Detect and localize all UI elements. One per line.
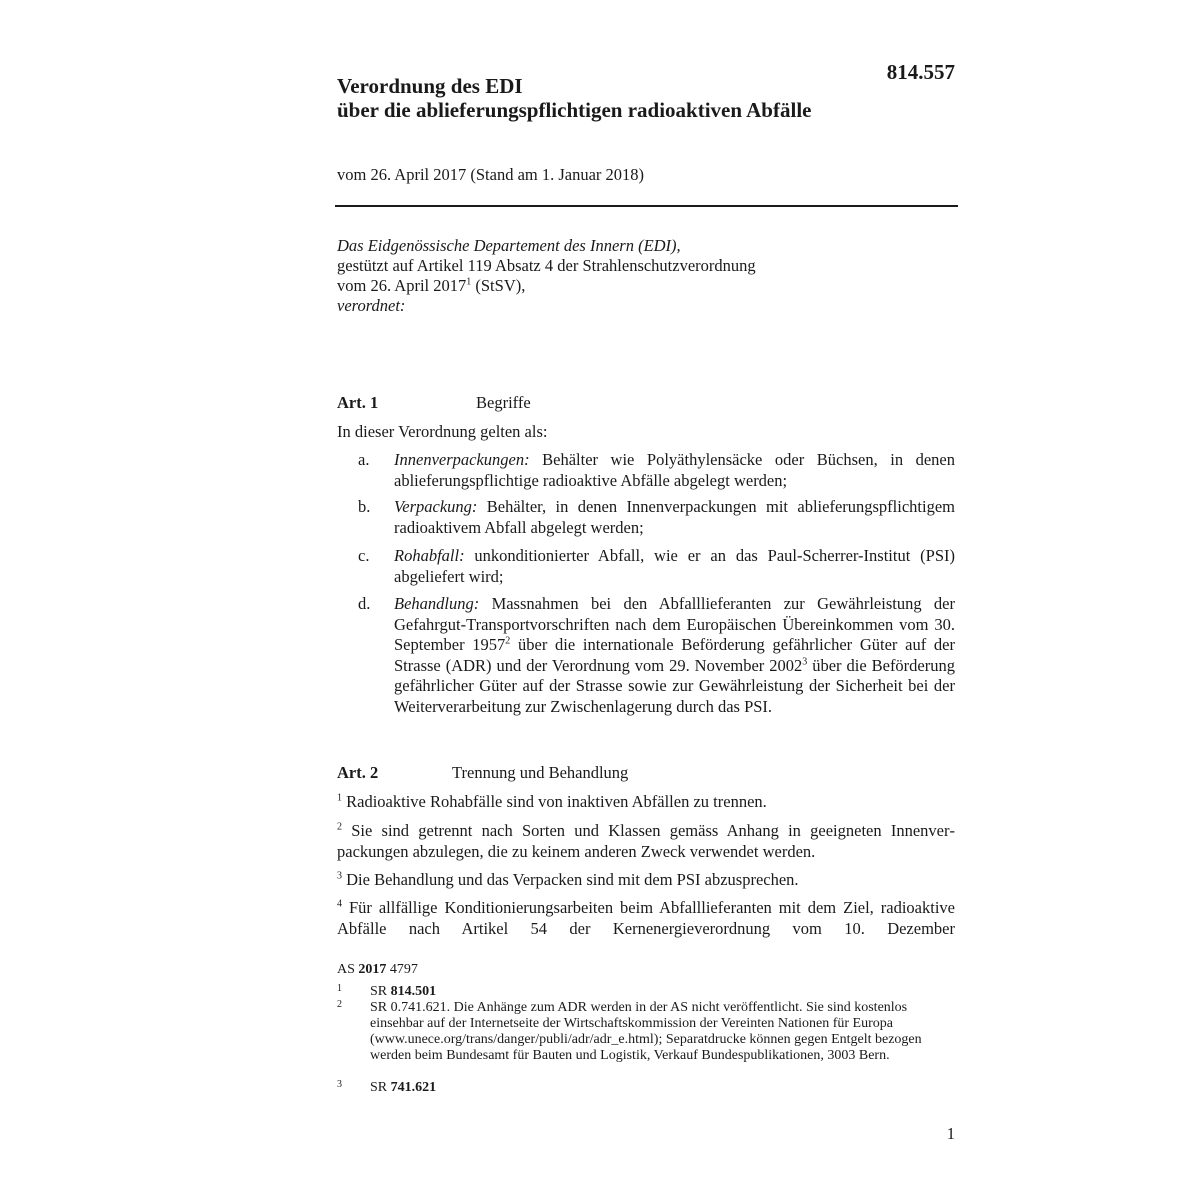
paragraph-number: 3 [337,870,342,882]
defined-term: Verpackung: [394,497,478,516]
document-title [337,74,937,122]
preamble-enacts: verordnet: [337,296,406,315]
paragraph-number: 2 [337,821,342,833]
footnote-text [370,984,950,1000]
footnote-mark: 3 [337,1079,342,1090]
footnote-text [370,1080,950,1096]
list-item-letter: a. [358,450,370,469]
footnote-mark: 1 [337,983,342,994]
defined-term: Rohabfall: [394,546,465,565]
as-page: 4797 [386,962,418,977]
article-1-intro: In dieser Verordnung gelten als: [337,422,548,441]
article-2-number: Art. 2 [337,763,379,782]
as-year: 2017 [358,962,387,977]
preamble-basis-line-2 [337,276,957,296]
list-item-text [394,546,955,587]
paragraph-text: Die Behandlung und das Verpacken sind mit dem PSI abzusprechen. [342,870,799,889]
page-number: 1 [946,1124,955,1143]
official-compilation-reference [337,962,418,978]
list-item-text [394,594,955,717]
paragraph-number: 1 [337,792,342,804]
footnote-ref-3[interactable]: 3 [802,656,808,667]
defined-term: Innenverpackungen: [394,450,530,469]
footnote-sr-number: 741.621 [390,1080,437,1095]
title-line-1: Verordnung des EDI [337,74,523,98]
footnote-prefix: SR [370,984,391,999]
footnote-sr-number: 814.501 [390,984,437,999]
definition: unkonditionierter Abfall, wie er an das Paul-Scherrer-Institut (PSI) abgeliefert wird; [394,546,955,586]
definition: Behälter wie Polyäthylensäcke oder Büchsen, in denen ablieferungspflichtige radioaktive Abfälle abgelegt werden; [394,450,955,490]
as-prefix: AS [337,962,359,977]
article-1-heading [337,393,531,413]
header-rule [335,205,958,207]
footnote-text: SR 0.741.621. Die Anhänge zum ADR werden in der AS nicht veröffentlicht. Sie sind kostenlos einsehbar auf der Internetseite der Wirtschaftskommission der Vereinten Nationen für Europa (www.unece.org/trans/danger/publi/adr/adr_e.html); Separatdrucke können gegen Entgelt bezogen werden beim Bundesamt für Bauten und Logistik, Verkauf Bundespublikationen, 3003 Bern. [370,1000,922,1063]
article-2-paragraph-2 [337,821,955,862]
paragraph-text: Sie sind getrennt nach Sorten und Klassen gemäss Anhang in geeigneten Innenverpackungen abzulegen, die zu keinem anderen Zweck verwendet werden. [337,821,955,861]
article-2-paragraph-4 [337,898,955,939]
title-line-2: über die ablieferungspflichtigen radioaktiven Abfälle [337,98,812,122]
basis-text: vom 26. April 2017 [337,276,467,295]
defined-term: Behandlung: [394,594,480,613]
definition-part-2: über die internationale Beförderung gefährlicher Güter auf der Strasse (ADR) und der Verordnung vom 29. November 2002 [394,635,955,675]
paragraph-text: Radioaktive Rohabfälle sind von inaktiven Abfällen zu trennen. [342,792,767,811]
article-1-title: Begriffe [476,393,531,412]
article-2-paragraph-1 [337,792,955,813]
footnote-prefix: SR [370,1080,391,1095]
list-item-text [394,450,955,491]
sr-number: 814.557 [886,60,955,84]
paragraph-text: Für allfällige Konditionierungsarbeiten beim Abfalllieferanten mit dem Ziel, radioaktive Abfälle nach Artikel 54 der Kernenergieverordnung vom 10. Dezember [337,898,955,938]
date-line: vom 26. April 2017 (Stand am 1. Januar 2018) [337,165,645,184]
definition: Behälter, in denen Innenverpackungen mit ablieferungspflichtigem radioaktivem Abfall abgelegt werden; [394,497,955,537]
preamble-basis-line-1: gestützt auf Artikel 119 Absatz 4 der Strahlenschutzverordnung [337,256,756,275]
article-2-title: Trennung und Behandlung [452,763,629,782]
list-item-letter: d. [358,594,371,613]
preamble [337,236,957,316]
list-item-text [394,497,955,538]
paragraph-number: 4 [337,898,342,910]
footnote-ref-1[interactable]: 1 [466,276,472,288]
footnote-mark: 2 [337,999,342,1010]
definition-part-3: über die Beförderung gefährlicher Güter auf der Strasse sowie zur Gewährleistung der Sicherheit bei der Weiterverarbeitung zur Zwischenlagerung durch das PSI. [394,655,955,716]
definition-part-1: Massnahmen bei den Abfalllieferanten zur Gewährleistung der Gefahrgut-Transportvorschriften nach dem Europäischen Übereinkommen vom 30. September 1957 [394,594,955,654]
basis-abbrev: (StSV), [471,276,526,295]
preamble-authority: Das Eidgenössische Departement des Innern (EDI), [337,236,681,255]
article-1-number: Art. 1 [337,393,379,412]
article-2-paragraph-3 [337,870,955,891]
footnote-ref-2[interactable]: 2 [505,635,511,647]
list-item-letter: b. [358,497,371,516]
list-item-letter: c. [358,546,370,565]
article-2-heading [337,763,629,783]
